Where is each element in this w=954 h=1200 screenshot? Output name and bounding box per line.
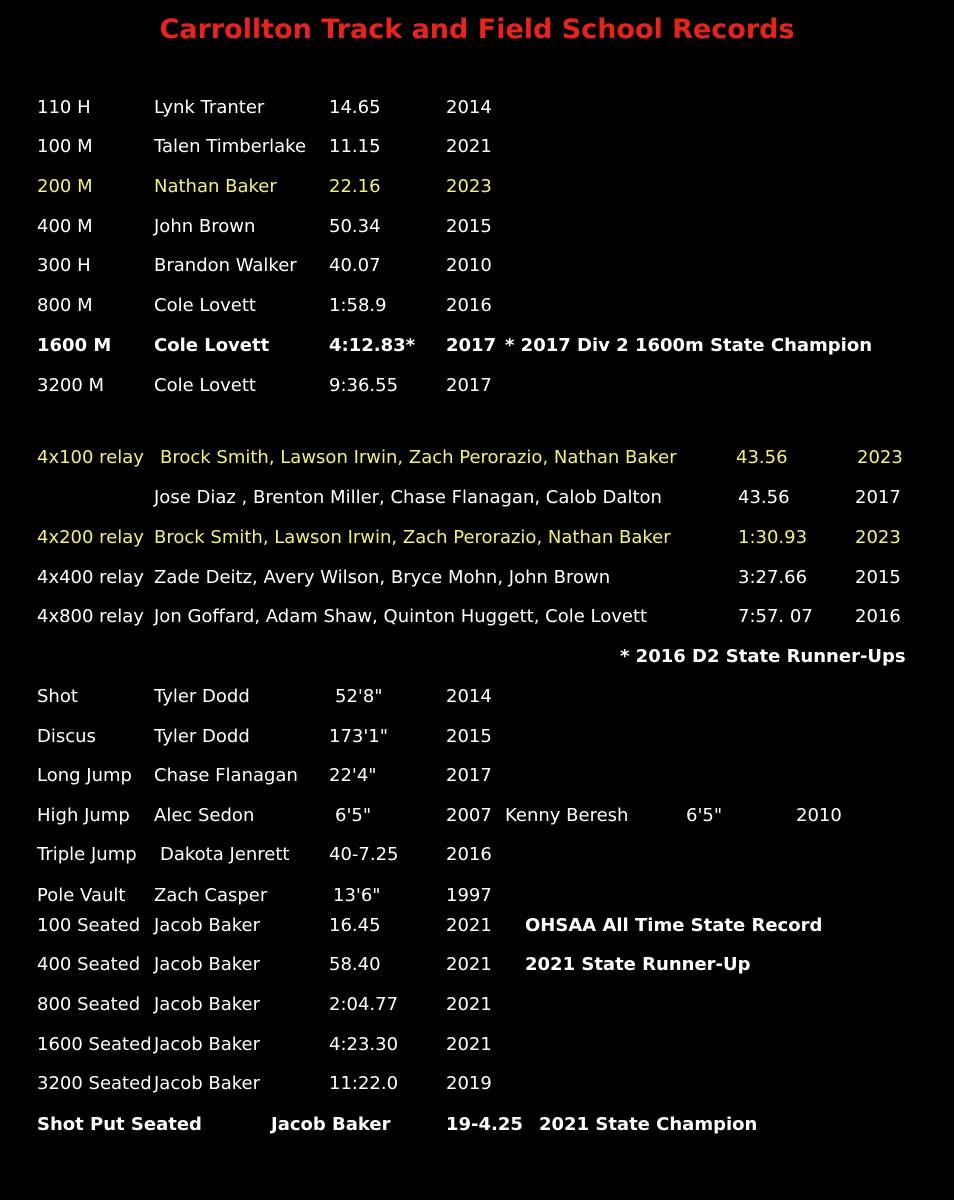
record-row-800-seated (0, 990, 954, 1020)
record-mark-2: 6'5" (686, 805, 723, 826)
event-name: 1600 M (37, 335, 112, 356)
event-name: Pole Vault (37, 885, 126, 906)
record-year: 2014 (446, 97, 492, 118)
relay-row-4x100 (0, 443, 954, 473)
record-year: 2016 (446, 295, 492, 316)
record-mark: 4:12.83* (329, 335, 416, 356)
record-note: OHSAA All Time State Record (525, 915, 823, 936)
record-mark: 173'1" (329, 726, 389, 747)
record-year: 2017 (446, 765, 492, 786)
record-year-2: 2010 (796, 805, 842, 826)
record-year: 2017 (446, 335, 497, 356)
athlete-name: John Brown (154, 216, 256, 237)
record-mark: 11.15 (329, 136, 381, 157)
record-mark: 1:30.93 (738, 527, 808, 548)
athlete-name: Chase Flanagan (154, 765, 298, 786)
athlete-name: Nathan Baker (154, 176, 277, 197)
record-mark: 13'6" (333, 885, 381, 906)
athlete-name: Jacob Baker (271, 1114, 391, 1135)
event-name: 100 Seated (37, 915, 141, 936)
event-name: Discus (37, 726, 96, 747)
event-name: 4x800 relay (37, 606, 144, 627)
relay-athletes: Zade Deitz, Avery Wilson, Bryce Mohn, John Brown (154, 567, 611, 588)
event-name: 3200 Seated (37, 1073, 152, 1094)
record-year: 2021 (446, 994, 492, 1015)
event-name: 400 M (37, 216, 93, 237)
relay-row-4x800 (0, 602, 954, 632)
record-mark: 40.07 (329, 255, 381, 276)
record-year: 2021 (446, 136, 492, 157)
athlete-name: Dakota Jenrett (160, 844, 290, 865)
record-mark: 52'8" (335, 686, 383, 707)
record-year: 1997 (446, 885, 492, 906)
record-mark: 14.65 (329, 97, 381, 118)
athlete-name: Zach Casper (154, 885, 268, 906)
record-row-discus (0, 722, 954, 752)
record-mark: 9:36.55 (329, 375, 399, 396)
record-row-3200m (0, 371, 954, 401)
relay-row-4x400 (0, 563, 954, 593)
event-name: 800 Seated (37, 994, 141, 1015)
record-year: 2014 (446, 686, 492, 707)
athlete-name: Jacob Baker (154, 1034, 261, 1055)
record-row-high-jump (0, 801, 954, 831)
event-name: Shot Put Seated (37, 1114, 202, 1135)
record-mark: 1:58.9 (329, 295, 387, 316)
record-mark: 2:04.77 (329, 994, 399, 1015)
record-mark: 19-4.25 (446, 1114, 523, 1135)
event-name: 800 M (37, 295, 93, 316)
event-name: 4x100 relay (37, 447, 144, 468)
event-name: 4x400 relay (37, 567, 144, 588)
athlete-name: Cole Lovett (154, 335, 270, 356)
record-row-100m (0, 132, 954, 162)
record-year: 2021 (446, 1034, 492, 1055)
record-mark: 40-7.25 (329, 844, 399, 865)
event-name: 100 M (37, 136, 93, 157)
record-year: 2010 (446, 255, 492, 276)
record-year: 2019 (446, 1073, 492, 1094)
record-note: 2021 State Runner-Up (525, 954, 751, 975)
record-mark: 11:22.0 (329, 1073, 399, 1094)
record-mark: 43.56 (736, 447, 788, 468)
record-row-pole-vault (0, 881, 954, 911)
athlete-name: Jacob Baker (154, 1073, 261, 1094)
record-mark: 3:27.66 (738, 567, 808, 588)
record-mark: 16.45 (329, 915, 381, 936)
record-row-triple-jump (0, 840, 954, 870)
record-mark: 58.40 (329, 954, 381, 975)
record-mark: 6'5" (335, 805, 372, 826)
record-note: * 2017 Div 2 1600m State Champion (505, 335, 873, 356)
record-mark: 43.56 (738, 487, 790, 508)
record-row-shot (0, 682, 954, 712)
record-year: 2023 (857, 447, 903, 468)
athlete-name: Tyler Dodd (154, 726, 250, 747)
record-mark: 7:57. 07 (738, 606, 813, 627)
event-name: 200 M (37, 176, 93, 197)
page-title: Carrollton Track and Field School Records (159, 14, 795, 45)
event-name: Long Jump (37, 765, 132, 786)
relay-row-4x200 (0, 523, 954, 553)
record-year: 2017 (855, 487, 901, 508)
record-row-100-seated (0, 911, 954, 941)
record-year: 2016 (446, 844, 492, 865)
event-name: 4x200 relay (37, 527, 144, 548)
record-row-shot-put-seated (0, 1110, 954, 1140)
record-mark: 50.34 (329, 216, 381, 237)
event-name: 3200 M (37, 375, 105, 396)
athlete-name: Talen Timberlake (154, 136, 307, 157)
event-name: Triple Jump (37, 844, 137, 865)
record-row-1600m (0, 331, 954, 361)
record-year: 2016 (855, 606, 901, 627)
record-mark: 4:23.30 (329, 1034, 399, 1055)
record-row-200m (0, 172, 954, 202)
event-name: 400 Seated (37, 954, 141, 975)
athlete-name: Brandon Walker (154, 255, 297, 276)
athlete-name: Lynk Tranter (154, 97, 265, 118)
athlete-name: Cole Lovett (154, 295, 256, 316)
relay-athletes: Jon Goffard, Adam Shaw, Quinton Huggett, Cole Lovett (154, 606, 648, 627)
record-row-long-jump (0, 761, 954, 791)
record-year: 2015 (446, 726, 492, 747)
record-row-3200-seated (0, 1069, 954, 1099)
athlete-name: Jacob Baker (154, 954, 261, 975)
record-year: 2015 (855, 567, 901, 588)
athlete-name: Alec Sedon (154, 805, 255, 826)
athlete-name: Jacob Baker (154, 915, 261, 936)
record-row-1600-seated (0, 1030, 954, 1060)
record-mark: 22'4" (329, 765, 377, 786)
event-name: High Jump (37, 805, 130, 826)
record-year: 2023 (446, 176, 492, 197)
record-mark: 22.16 (329, 176, 381, 197)
record-row-300h (0, 251, 954, 281)
record-row-800m (0, 291, 954, 321)
event-name: 300 H (37, 255, 91, 276)
athlete-name: Jacob Baker (154, 994, 261, 1015)
event-name: 1600 Seated (37, 1034, 152, 1055)
athlete-name-2: Kenny Beresh (505, 805, 629, 826)
record-row-400-seated (0, 950, 954, 980)
record-year: 2015 (446, 216, 492, 237)
record-year: 2021 (446, 954, 492, 975)
record-note: 2021 State Champion (539, 1114, 758, 1135)
record-row-110h (0, 93, 954, 123)
record-year: 2023 (855, 527, 901, 548)
event-name: 110 H (37, 97, 91, 118)
record-year: 2017 (446, 375, 492, 396)
record-row-400m (0, 212, 954, 242)
relay-athletes: Jose Diaz , Brenton Miller, Chase Flanagan, Calob Dalton (154, 487, 662, 508)
relay-note-row (0, 642, 954, 672)
event-name: Shot (37, 686, 78, 707)
relay-athletes: Brock Smith, Lawson Irwin, Zach Perorazio, Nathan Baker (154, 527, 671, 548)
relay-athletes: Brock Smith, Lawson Irwin, Zach Perorazio, Nathan Baker (160, 447, 677, 468)
relay-row-4x100-tie (0, 483, 954, 513)
athlete-name: Tyler Dodd (154, 686, 250, 707)
relay-note: * 2016 D2 State Runner-Ups (620, 646, 906, 667)
athlete-name: Cole Lovett (154, 375, 256, 396)
record-year: 2021 (446, 915, 492, 936)
record-year: 2007 (446, 805, 492, 826)
